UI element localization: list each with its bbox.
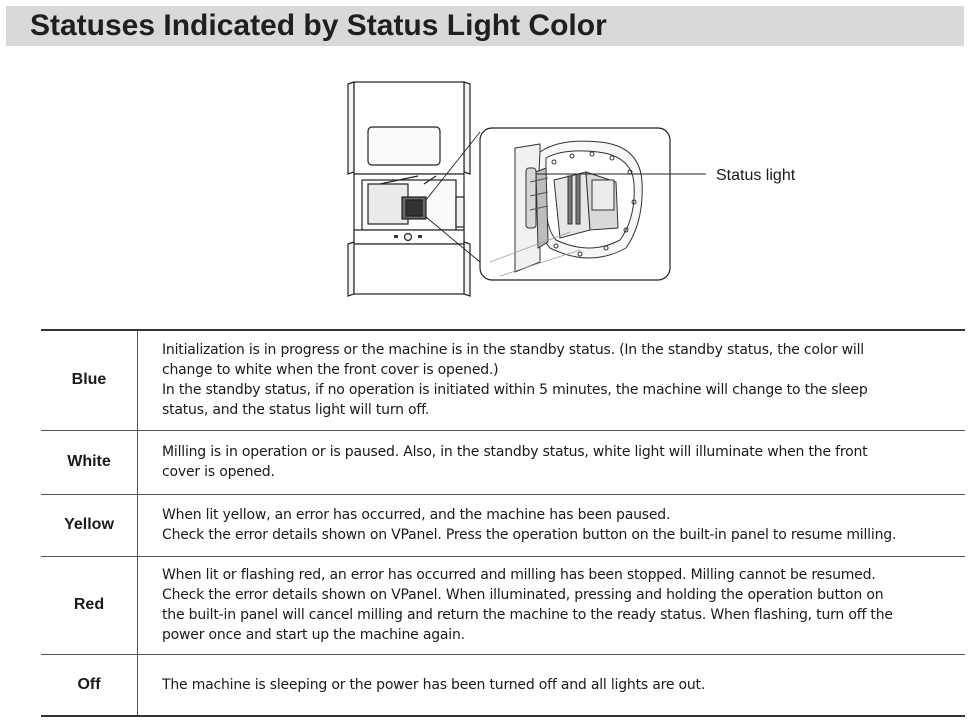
status-row-off: [41, 654, 965, 716]
title-bar: [6, 6, 964, 46]
status-description: [138, 330, 966, 430]
description-line: power once and start up the machine again.: [162, 627, 465, 643]
description-line: change to white when the front cover is opened.): [162, 362, 499, 379]
description-line: Check the error details shown on VPanel. Press the operation button on the built-in panel to resume milling.: [162, 527, 897, 543]
description-line: In the standby status, if no operation is initiated within 5 minutes, the machine will change to the sleep: [162, 382, 868, 399]
status-light-label: Status light: [716, 167, 796, 184]
status-color: White: [41, 430, 138, 494]
description-line: Initialization is in progress or the machine is in the standby status. (In the standby status, the color will: [162, 342, 864, 359]
description-line: the built-in panel will cancel milling and return the machine to the ready status. When flashing, turn off the: [162, 607, 893, 623]
status-description: [138, 494, 966, 556]
description-line: Check the error details shown on VPanel. When illuminated, pressing and holding the operation button on: [162, 587, 884, 603]
status-row-red: [41, 556, 965, 654]
description-line: The machine is sleeping or the power has been turned off and all lights are out.: [162, 676, 706, 693]
status-table: [41, 329, 965, 717]
status-color: Off: [41, 654, 138, 716]
machine-drawing: [340, 72, 760, 302]
description-line: status, and the status light will turn off.: [162, 402, 430, 419]
description-line: When lit yellow, an error has occurred, and the machine has been paused.: [162, 507, 671, 523]
description-line: cover is opened.: [162, 464, 275, 480]
machine-illustration: [340, 72, 796, 302]
status-color: Red: [41, 556, 138, 654]
status-row-blue: [41, 330, 965, 430]
status-color: Blue: [41, 330, 138, 430]
page-title: Statuses Indicated by Status Light Color: [30, 9, 607, 42]
description-line: When lit or flashing red, an error has occurred and milling has been stopped. Milling cannot be resumed.: [162, 567, 876, 583]
status-row-white: [41, 430, 965, 494]
description-line: Milling is in operation or is paused. Also, in the standby status, white light will illuminate when the front: [162, 444, 868, 460]
status-description: [138, 654, 966, 716]
status-row-yellow: [41, 494, 965, 556]
status-description: [138, 556, 966, 654]
status-color: Yellow: [41, 494, 138, 556]
status-description: [138, 430, 966, 494]
